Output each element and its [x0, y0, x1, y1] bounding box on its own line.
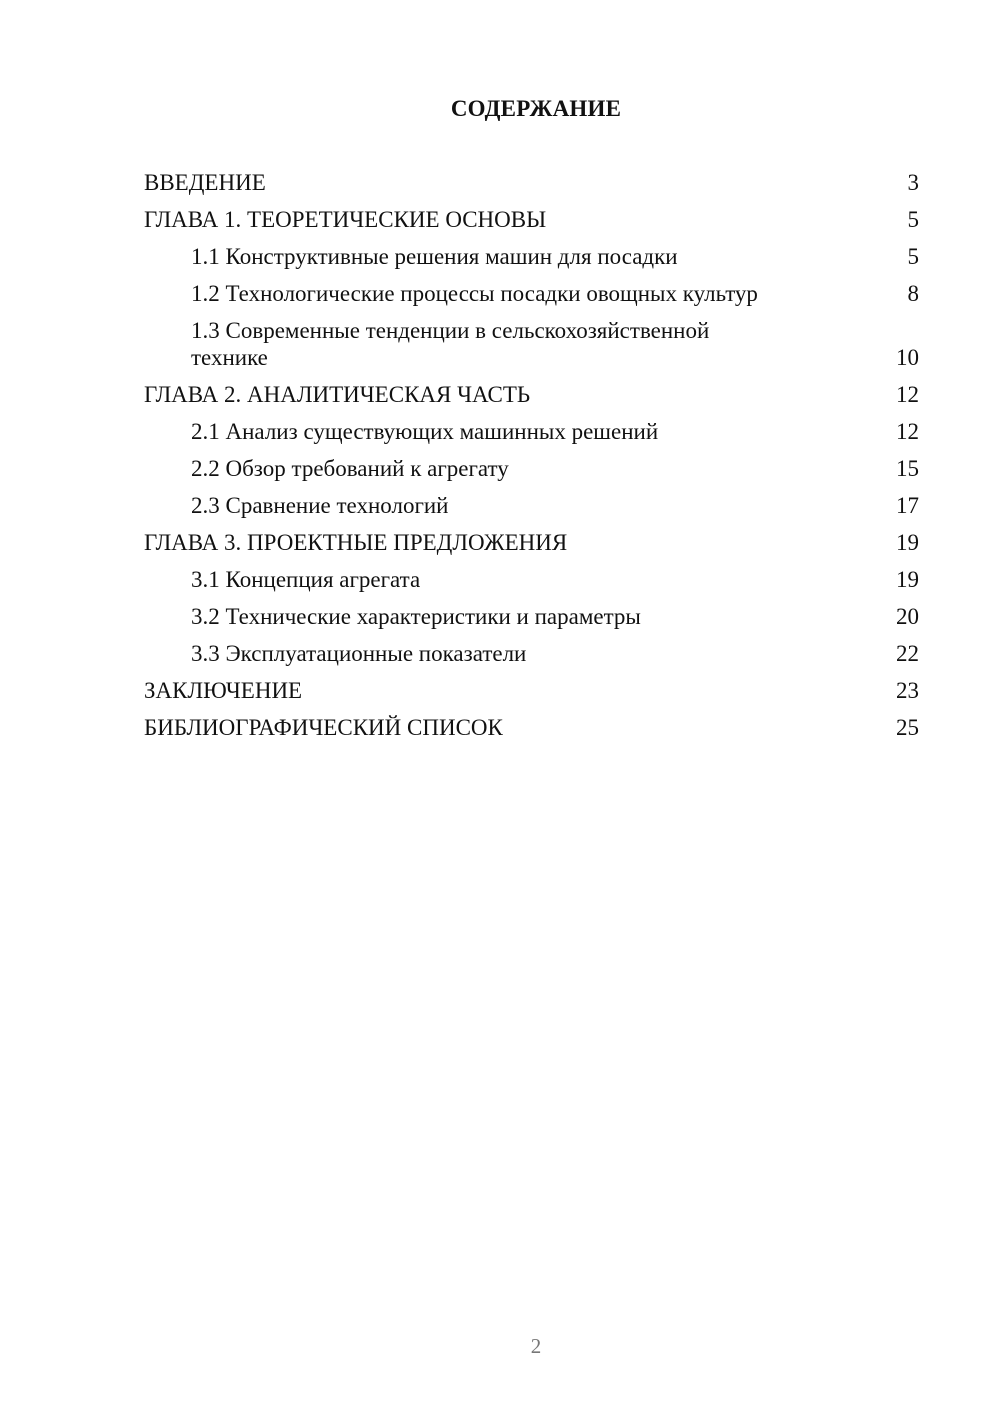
toc-entry-label: 2.2 Обзор требований к агрегату: [191, 456, 509, 481]
toc-entry-label: ГЛАВА 3. ПРОЕКТНЫЕ ПРЕДЛОЖЕНИЯ: [144, 530, 568, 555]
toc-entry-page: 19: [896, 530, 919, 555]
toc-entry-page: 20: [896, 604, 919, 629]
toc-entry-label: 1.3 Современные тенденции в сельскохозяйственной технике: [191, 318, 710, 370]
toc-entry-section-1-2[interactable]: [144, 280, 919, 307]
toc-entry-label: 2.1 Анализ существующих машинных решений: [191, 419, 659, 444]
toc-entry-introduction[interactable]: [144, 169, 919, 196]
toc-entry-label: ВВЕДЕНИЕ: [144, 170, 266, 195]
toc-entry-label: БИБЛИОГРАФИЧЕСКИЙ СПИСОК: [144, 715, 503, 740]
toc-entry-page: 5: [907, 244, 919, 269]
toc-entry-section-2-3[interactable]: [144, 492, 919, 519]
toc-entry-label: 1.2 Технологические процессы посадки овощных культур: [191, 281, 758, 306]
toc-entry-page: 17: [896, 493, 919, 518]
toc-entry-page: 19: [896, 567, 919, 592]
toc-entry-page: 12: [896, 419, 919, 444]
toc-entry-section-2-2[interactable]: [144, 455, 919, 482]
page-number: 2: [530, 1334, 542, 1358]
toc-entry-label: ЗАКЛЮЧЕНИЕ: [144, 678, 303, 703]
toc-entry-page: 22: [896, 641, 919, 666]
toc-entry-page: 25: [896, 715, 919, 740]
toc-entry-page: 15: [896, 456, 919, 481]
toc-entry-chapter-3[interactable]: [144, 529, 919, 556]
toc-entry-page: 23: [896, 678, 919, 703]
toc-entry-page: 12: [896, 382, 919, 407]
toc-entry-label: 2.3 Сравнение технологий: [191, 493, 449, 518]
toc-entry-label: 3.3 Эксплуатационные показатели: [191, 641, 527, 666]
toc-entry-page: 10: [896, 345, 919, 370]
toc-entry-page: 8: [907, 281, 919, 306]
toc-entry-label: ГЛАВА 2. АНАЛИТИЧЕСКАЯ ЧАСТЬ: [144, 382, 531, 407]
toc-entry-chapter-2[interactable]: [144, 381, 919, 408]
toc-entry-label: 3.1 Концепция агрегата: [191, 567, 421, 592]
toc-entry-section-3-3[interactable]: [144, 640, 919, 667]
toc-entry-label: 1.1 Конструктивные решения машин для посадки: [191, 244, 678, 269]
toc-entry-label: 3.2 Технические характеристики и параметры: [191, 604, 641, 629]
toc-entry-bibliography[interactable]: [144, 714, 919, 741]
toc-entry-section-2-1[interactable]: [144, 418, 919, 445]
toc-entry-page: 5: [907, 207, 919, 232]
toc-entry-section-3-2[interactable]: [144, 603, 919, 630]
toc-entry-label: ГЛАВА 1. ТЕОРЕТИЧЕСКИЕ ОСНОВЫ: [144, 207, 547, 232]
toc-entry-section-1-3[interactable]: [144, 317, 919, 371]
table-of-contents: [144, 169, 919, 751]
toc-entry-conclusion[interactable]: [144, 677, 919, 704]
toc-entry-page: 3: [907, 170, 919, 195]
page-title: СОДЕРЖАНИЕ: [450, 96, 622, 121]
toc-entry-chapter-1[interactable]: [144, 206, 919, 233]
toc-entry-section-3-1[interactable]: [144, 566, 919, 593]
toc-entry-section-1-1[interactable]: [144, 243, 919, 270]
